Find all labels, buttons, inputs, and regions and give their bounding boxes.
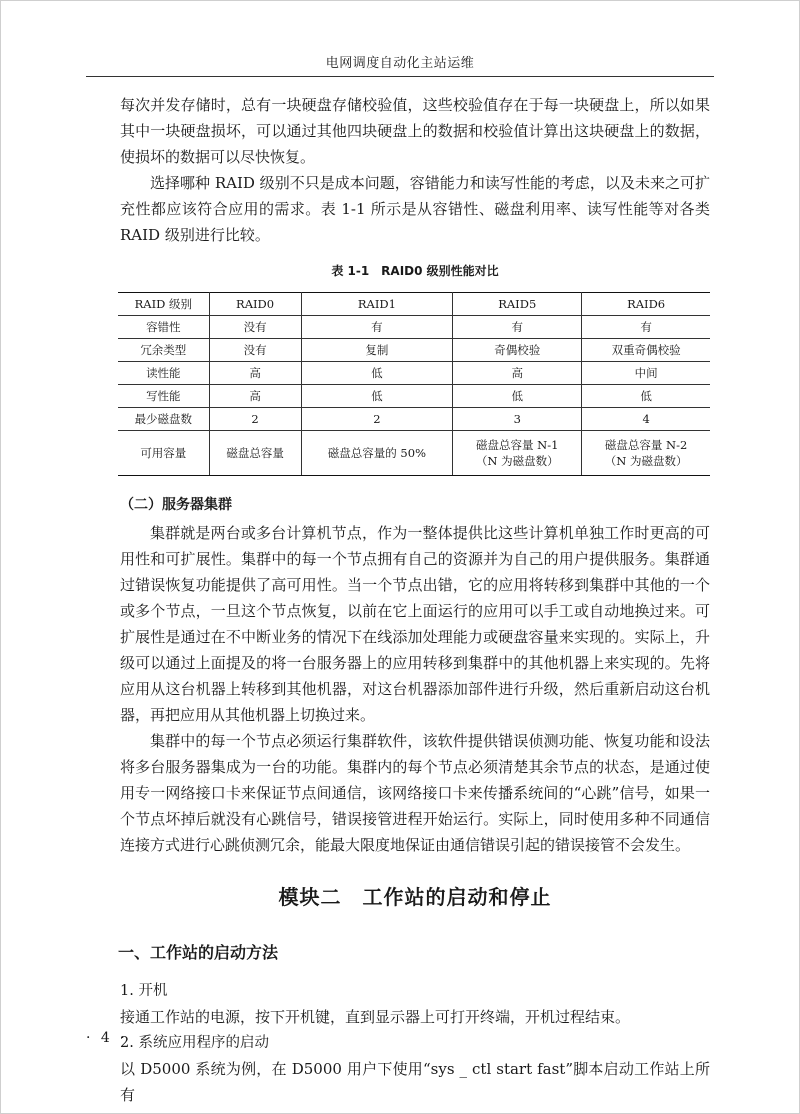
table-row (118, 316, 710, 339)
table-cell-multiline (453, 431, 582, 476)
table-cell: 磁盘总容量 (209, 431, 301, 476)
subsection-heading-cluster: （二）服务器集群 (120, 497, 232, 513)
running-header: 电网调度自动化主站运维 (325, 56, 475, 71)
table-cell: 2 (209, 408, 301, 431)
paragraph-app-start: 以 D5000 系统为例，在 D5000 用户下使用“sys _ ctl start fast”脚本启动工作站上所有 (120, 1060, 710, 1104)
table-cell: 2 (301, 408, 453, 431)
list-item-label: 1. 开机 (120, 983, 168, 999)
table-header-cell: RAID0 (209, 293, 301, 316)
table-cell: 可用容量 (118, 431, 209, 476)
table-header-cell: RAID 级别 (118, 293, 209, 316)
table-row (118, 362, 710, 385)
table-cell: 容错性 (118, 316, 209, 339)
table-cell: 有 (582, 316, 710, 339)
table-cell: 低 (582, 385, 710, 408)
table-cell: 高 (209, 362, 301, 385)
table-header-row (118, 293, 710, 316)
table-cell: 高 (209, 385, 301, 408)
table-header-cell: RAID1 (301, 293, 453, 316)
header-rule (86, 76, 714, 77)
table-row (118, 339, 710, 362)
table-row (118, 408, 710, 431)
table-cell: 高 (453, 362, 582, 385)
table-cell: 最少磁盘数 (118, 408, 209, 431)
table-cell: 读性能 (118, 362, 209, 385)
table-cell: 低 (301, 362, 453, 385)
table-cell: 中间 (582, 362, 710, 385)
table-cell: 4 (582, 408, 710, 431)
paragraph-raid5-continuation: 每次并发存储时，总有一块硬盘存储校验值，这些校验值存在于每一块硬盘上，所以如果其中一块硬盘损坏，可以通过其他四块硬盘上的数据和校验值计算出这块硬盘上的数据，使损坏的数据可以尽快恢复。 (120, 96, 710, 166)
cell-line: （N 为磁盘数） (475, 454, 559, 468)
table-row-capacity (118, 431, 710, 476)
table-cell-multiline (582, 431, 710, 476)
list-item-label: 2. 系统应用程序的启动 (120, 1035, 269, 1051)
table-cell: 没有 (209, 339, 301, 362)
section-heading-startup: 一、工作站的启动方法 (118, 943, 279, 962)
table-header-cell: RAID5 (453, 293, 582, 316)
cell-line: 磁盘总容量 N-1 (476, 438, 559, 452)
table-cell: 复制 (301, 339, 453, 362)
table-caption: 表 1-1 RAID0 级别性能对比 (331, 264, 499, 278)
table-cell: 冗余类型 (118, 339, 209, 362)
paragraph-cluster-intro: 集群就是两台或多台计算机节点，作为一整体提供比这些计算机单独工作时更高的可用性和可扩展性。集群中的每一个节点拥有自己的资源并为自己的用户提供服务。集群通过错误恢复功能提供了高可用性。当一个节点出错，它的应用将转移到集群中其他的一个或多个节点，一旦这个节点恢复，以前在它上面运行的应用可以手工或自动地换过来。可扩展性是通过在不中断业务的情况下在线添加处理能力或硬盘容量来实现的。实际上，升级可以通过上面提及的将一台服务器上的应用转移到集群中的其他机器上来实现的。先将应用从这台机器上转移到其他机器，对这台机器添加部件进行升级，然后重新启动这台机器，再把应用从其他机器上切换过来。 (120, 524, 710, 724)
page-body (120, 92, 710, 1108)
table-cell: 写性能 (118, 385, 209, 408)
table-cell: 有 (453, 316, 582, 339)
table-cell: 低 (301, 385, 453, 408)
table-cell: 有 (301, 316, 453, 339)
table-header-cell: RAID6 (582, 293, 710, 316)
paragraph-raid-selection: 选择哪种 RAID 级别不只是成本问题，容错能力和读写性能的考虑，以及未来之可扩充性都应该符合应用的需求。表 1-1 所示是从容错性、磁盘利用率、读写性能等对各类 RAID 级别进行比较。 (120, 174, 710, 244)
table-cell: 没有 (209, 316, 301, 339)
paragraph-cluster-software: 集群中的每一个节点必须运行集群软件，该软件提供错误侦测功能、恢复功能和设法将多台服务器集成为一台的功能。集群内的每个节点必须清楚其余节点的状态，是通过使用专一网络接口卡来保证节点间通信，该网络接口卡来传播系统间的“心跳”信号，如果一个节点坏掉后就没有心跳信号，错误接管进程开始运行。实际上，同时使用多种不同通信连接方式进行心跳侦测冗余，能最大限度地保证由通信错误引起的错误接管不会发生。 (120, 732, 710, 854)
table-cell: 3 (453, 408, 582, 431)
module-title: 模块二 工作站的启动和停止 (278, 885, 552, 909)
cell-line: （N 为磁盘数） (604, 454, 688, 468)
table-cell: 双重奇偶校验 (582, 339, 710, 362)
table-row (118, 385, 710, 408)
paragraph-power-on: 接通工作站的电源，按下开机键，直到显示器上可打开终端，开机过程结束。 (120, 1008, 631, 1026)
raid-comparison-table (118, 292, 710, 476)
table-cell: 奇偶校验 (453, 339, 582, 362)
table-cell: 低 (453, 385, 582, 408)
page-number: · 4 · (86, 1030, 128, 1046)
cell-line: 磁盘总容量 N-2 (604, 438, 688, 452)
table-cell: 磁盘总容量的 50% (301, 431, 453, 476)
